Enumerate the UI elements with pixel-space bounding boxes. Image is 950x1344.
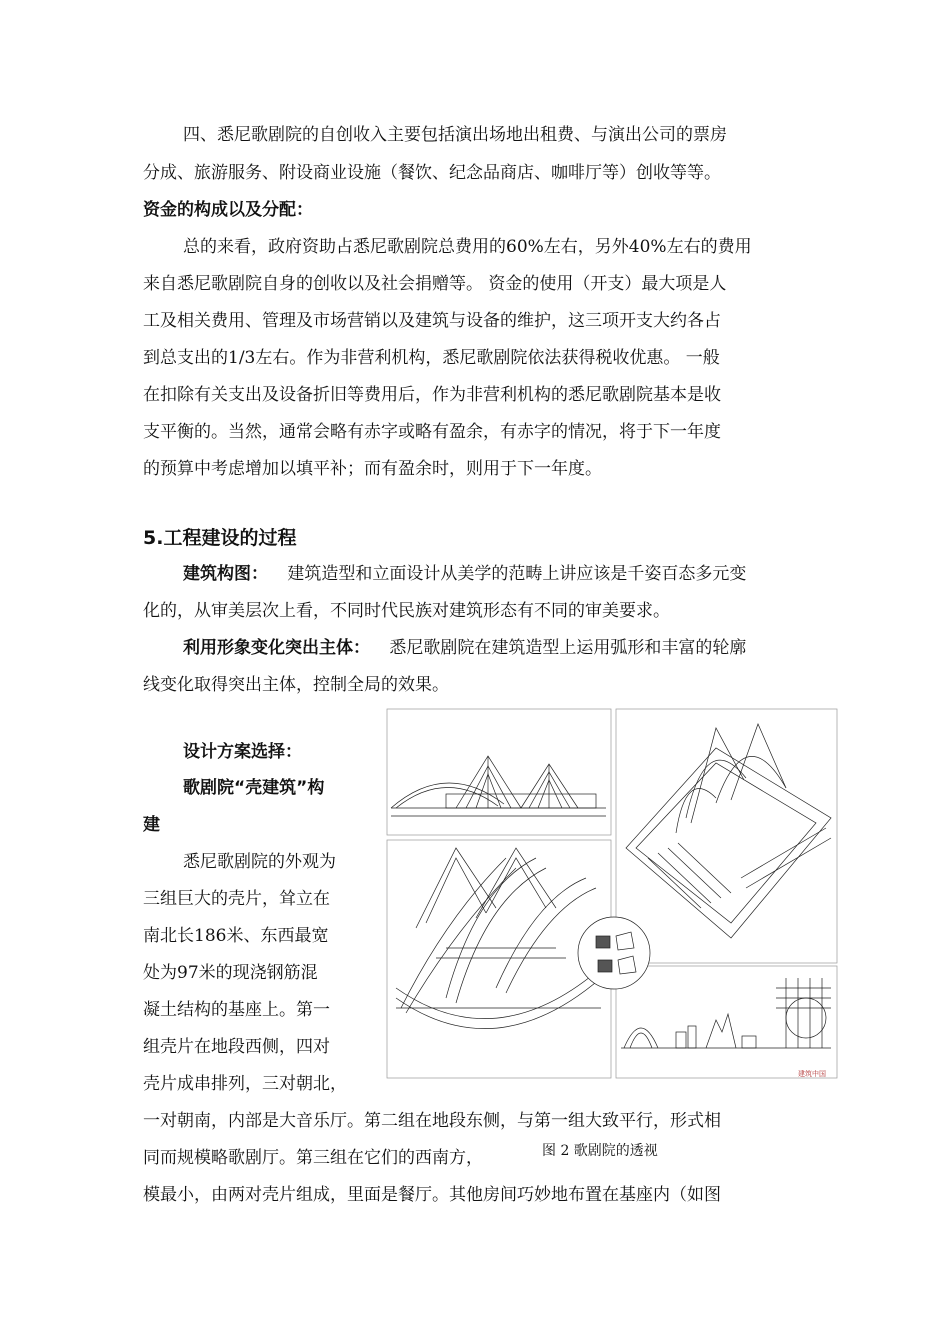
para2-line1: 总的来看，政府资助占悉尼歌剧院总费用的60%左右，另外40%左右的费用 — [183, 237, 752, 257]
para5-wide-2: 同而规模略歌剧厅。第三组在它们的西南方， — [143, 1148, 483, 1168]
composition-label: 建筑构图： — [183, 564, 268, 584]
contrast-label: 利用形象变化突出主体： — [183, 638, 370, 658]
para5-narrow-4: 处为97米的现浇钢筋混 — [143, 963, 318, 983]
opera-house-drawings — [386, 708, 838, 1080]
para5-narrow-3: 南北长186米、东西最宽 — [143, 926, 329, 946]
opera-house-drawings-figure — [386, 708, 838, 1080]
para5-wide-1: 一对朝南，内部是大音乐厅。第二组在地段东侧，与第一组大致平行，形式相 — [143, 1111, 721, 1131]
watermark-stamp: 建筑中国 — [798, 1070, 826, 1078]
para4-line1 — [183, 637, 746, 659]
para5-narrow-1: 悉尼歌剧院的外观为 — [183, 852, 336, 872]
para2-line6: 支平衡的。当然，通常会略有赤字或略有盈余，有赤字的情况，将于下一年度 — [143, 422, 721, 442]
para1-line1: 四、悉尼歌剧院的自创收入主要包括演出场地出租费、与演出公司的票房 — [183, 125, 727, 145]
para3-line2: 化的，从审美层次上看，不同时代民族对建筑形态有不同的审美要求。 — [143, 601, 670, 621]
contrast-text: 悉尼歌剧院在建筑造型上运用弧形和丰富的轮廓 — [389, 638, 747, 658]
para4-line2: 线变化取得突出主体，控制全局的效果。 — [143, 675, 449, 695]
figure-caption: 图 2 歌剧院的透视 — [542, 1143, 658, 1159]
para2-line4: 到总支出的1/3左右。作为非营利机构，悉尼歌剧院依法获得税收优惠。 一般 — [143, 348, 720, 368]
para5-wide-3: 模最小，由两对壳片组成，里面是餐厅。其他房间巧妙地布置在基座内（如图 — [143, 1185, 721, 1205]
shell-heading-line2: 建 — [143, 815, 160, 835]
composition-text: 建筑造型和立面设计从美学的范畴上讲应该是千姿百态多元变 — [287, 564, 747, 584]
design-heading: 设计方案选择： — [183, 742, 302, 762]
para2-line5: 在扣除有关支出及设备折旧等费用后，作为非营利机构的悉尼歌剧院基本是收 — [143, 385, 721, 405]
para2-line2: 来自悉尼歌剧院自身的创收以及社会捐赠等。 资金的使用（开支）最大项是人 — [143, 274, 727, 294]
para5-narrow-2: 三组巨大的壳片，耸立在 — [143, 889, 330, 909]
section-heading: 5.工程建设的过程 — [143, 527, 297, 549]
para3-line1 — [183, 563, 746, 585]
funding-heading: 资金的构成以及分配： — [143, 200, 313, 220]
shell-heading-line1: 歌剧院“壳建筑”构 — [183, 778, 325, 798]
para5-narrow-6: 组壳片在地段西侧，四对 — [143, 1037, 330, 1057]
para5-narrow-7: 壳片成串排列，三对朝北， — [143, 1074, 347, 1094]
para1-line2: 分成、旅游服务、附设商业设施（餐饮、纪念品商店、咖啡厅等）创收等等。 — [143, 163, 721, 183]
para2-line3: 工及相关费用、管理及市场营销以及建筑与设备的维护，这三项开支大约各占 — [143, 311, 721, 331]
para2-line7: 的预算中考虑增加以填平补；而有盈余时，则用于下一年度。 — [143, 459, 602, 479]
para5-narrow-5: 凝土结构的基座上。第一 — [143, 1000, 330, 1020]
